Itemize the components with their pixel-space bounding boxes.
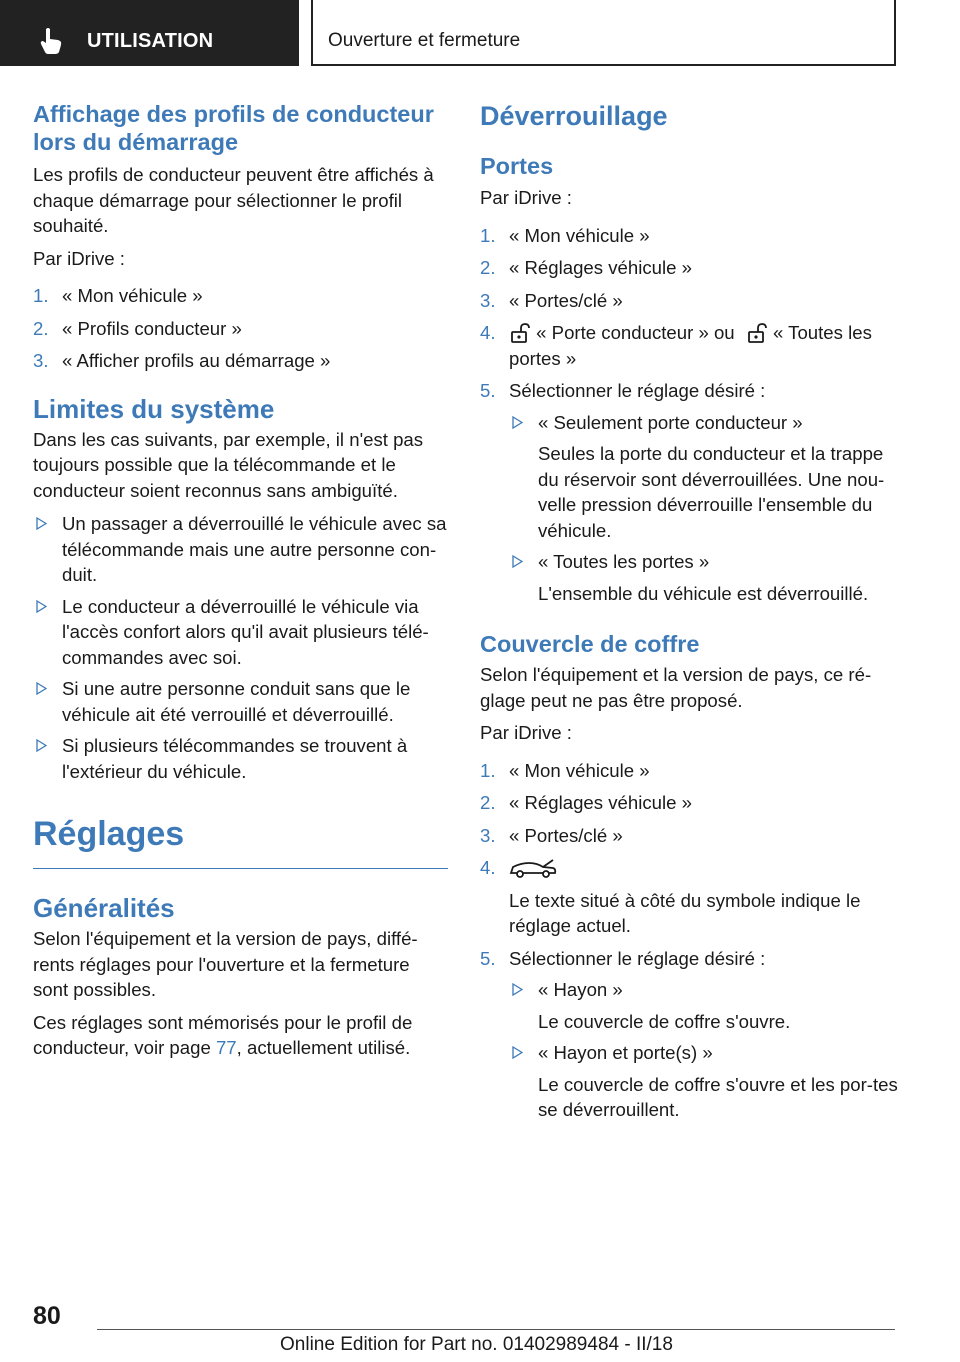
page-number: 80 — [33, 1302, 61, 1330]
right-column — [480, 100, 898, 1123]
list-item: 5. Sélectionner le réglage désiré : — [480, 947, 766, 969]
triangle-bullet-icon — [512, 416, 523, 429]
limits-intro: Dans les cas suivants, par exemple, il n'est pas toujours possible que la télécommande et le conducteur soient reconnus sans ambiguïté. — [33, 428, 424, 501]
chapter-box — [311, 0, 896, 66]
list-item: 2. « Réglages véhicule » — [480, 792, 692, 813]
list-item: 1. « Mon véhicule » — [480, 224, 650, 246]
trunk-steps — [480, 758, 898, 1123]
triangle-bullet-icon — [36, 517, 47, 530]
triangle-bullet-icon — [36, 600, 47, 613]
edition-text: Online Edition for Part no. 01402989484 - II/18 — [280, 1334, 673, 1355]
list-item: « Hayon » — [509, 977, 898, 1003]
doors-heading: Portes — [480, 153, 554, 179]
chapter-title: Ouverture et fermeture — [328, 30, 521, 51]
list-item: 4. — [480, 855, 898, 881]
option-description: Seules la porte du conducteur et la trappe du réservoir sont déverrouillées. Une nou-velle pression déverrouille l'ensemble du véhicule. — [538, 443, 885, 541]
list-item: 4. « Porte conducteur » ou « Toutes les portes » — [480, 322, 872, 369]
list-item: « Toutes les portes » — [509, 549, 898, 575]
list-item: Si une autre personne conduit sans que le véhicule ait été verrouillé et déverrouillé. — [33, 676, 448, 727]
triangle-bullet-icon — [512, 983, 523, 996]
triangle-bullet-icon — [36, 739, 47, 752]
page-link[interactable]: 77 — [215, 1037, 237, 1058]
doors-steps — [480, 223, 898, 607]
list-item: Un passager a déverrouillé le véhicule avec sa télécommande mais une autre personne con-duit. — [33, 511, 448, 588]
profiles-intro: Les profils de conducteur peuvent être affichés à chaque démarrage pour sélectionner le profil souhaité. — [33, 164, 434, 236]
list-item: « Hayon et porte(s) » — [509, 1040, 898, 1066]
option-description: L'ensemble du véhicule est déverrouillé. — [538, 582, 869, 604]
unlock-icon — [746, 322, 768, 344]
profiles-steps — [33, 283, 448, 374]
triangle-bullet-icon — [512, 555, 523, 568]
general-text: Selon l'équipement et la version de pays, diffé-rents réglages pour l'ouverture et la fermeture sont possibles. — [33, 928, 418, 1000]
left-column — [33, 100, 448, 1061]
car-trunk-icon — [509, 857, 557, 879]
triangle-bullet-icon — [36, 682, 47, 695]
list-item: 3. « Portes/clé » — [480, 824, 623, 846]
unlock-icon — [509, 322, 531, 344]
trunk-options — [480, 977, 898, 1123]
general-heading: Généralités — [33, 893, 175, 923]
settings-heading: Réglages — [33, 815, 185, 853]
limits-heading: Limites du système — [33, 393, 275, 424]
page-header — [0, 0, 960, 66]
list-item: 1. « Mon véhicule » — [480, 759, 650, 781]
list-item: 5. Sélectionner le réglage désiré : — [480, 380, 766, 401]
hand-pointer-icon — [38, 27, 64, 55]
triangle-bullet-icon — [512, 1046, 523, 1059]
doors-idrive: Par iDrive : — [480, 187, 572, 208]
list-item: 2. « Profils conducteur » — [33, 317, 242, 339]
option-description: Le couvercle de coffre s'ouvre et les por-tes se déverrouillent. — [538, 1073, 898, 1120]
list-item: 1. « Mon véhicule » — [33, 285, 203, 306]
profiles-idrive: Par iDrive : — [33, 247, 125, 269]
section-title: UTILISATION — [87, 30, 214, 52]
footer-rule — [97, 1329, 895, 1330]
memo-text: Ces réglages sont mémorisés pour le profil de conducteur, voir page 77, actuellement utilisé. — [33, 1011, 413, 1058]
step-description: Le texte situé à côté du symbole indique le réglage actuel. — [509, 889, 861, 936]
option-description: Le couvercle de coffre s'ouvre. — [538, 1010, 791, 1032]
list-item: Le conducteur a déverrouillé le véhicule via l'accès confort alors qu'il avait plusieurs télé-commandes avec soi. — [33, 594, 448, 671]
profiles-heading: Affichage des profils de conducteur lors du démarrage — [33, 101, 434, 155]
list-item: « Seulement porte conducteur » — [509, 410, 898, 436]
section-tab — [0, 0, 299, 66]
trunk-heading: Couvercle de coffre — [480, 631, 700, 657]
list-item: Si plusieurs télécommandes se trouvent à l'extérieur du véhicule. — [33, 733, 448, 784]
trunk-idrive: Par iDrive : — [480, 722, 572, 743]
doors-options — [480, 410, 898, 607]
limits-bullets — [33, 511, 448, 784]
list-item: 2. « Réglages véhicule » — [480, 257, 692, 278]
heading-rule — [33, 868, 448, 869]
list-item: 3. « Afficher profils au démarrage » — [33, 350, 331, 371]
unlock-heading: Déverrouillage — [480, 101, 668, 131]
list-item: 3. « Portes/clé » — [480, 289, 623, 311]
trunk-intro: Selon l'équipement et la version de pays, ce ré-glage peut ne pas être proposé. — [480, 664, 872, 711]
